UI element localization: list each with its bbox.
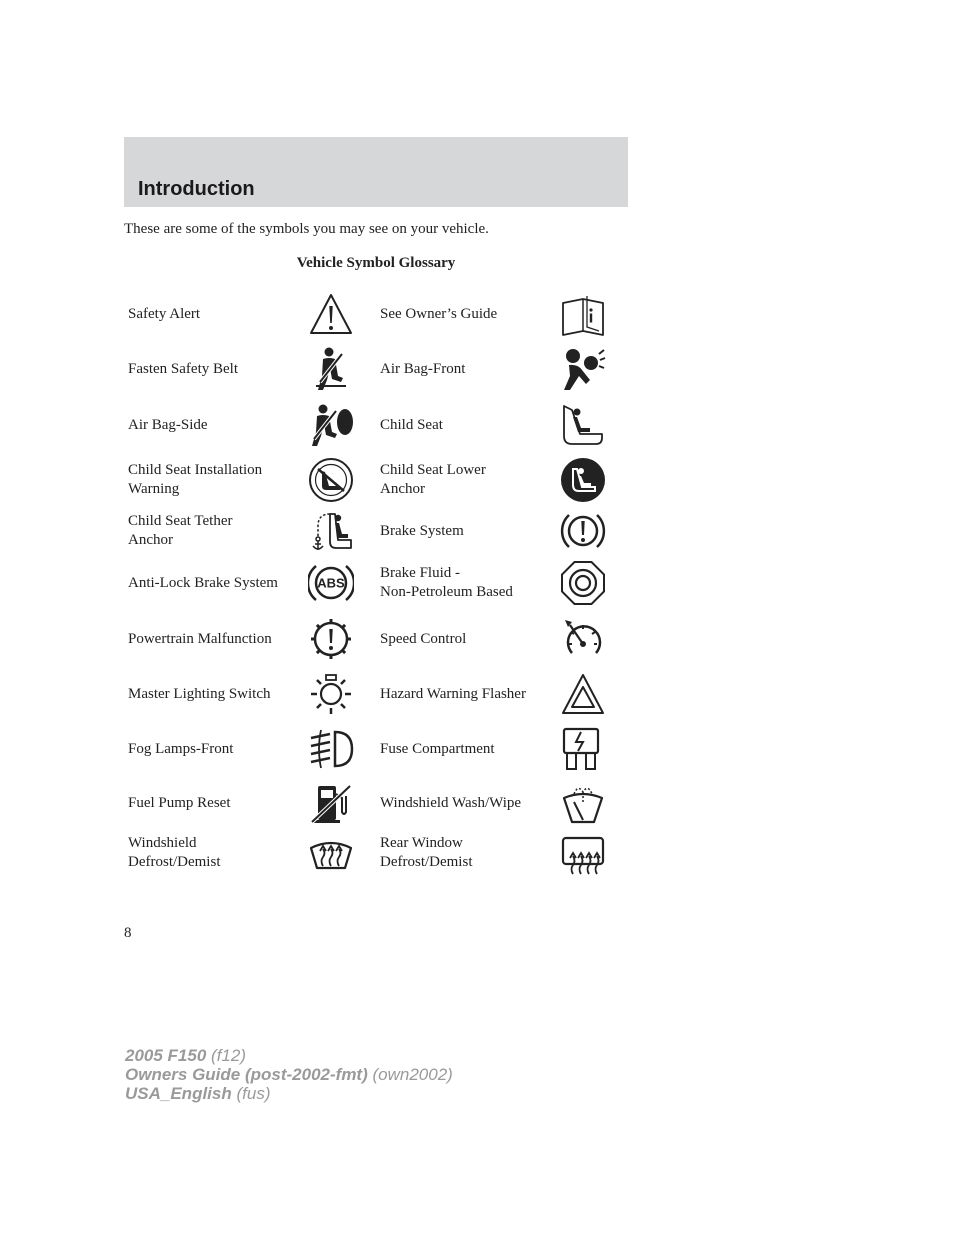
brake-system-icon xyxy=(560,508,606,554)
fuse-compartment-icon xyxy=(560,726,606,772)
symbol-label: Child Seat Lower Anchor xyxy=(380,462,486,497)
symbol-label: Air Bag-Side xyxy=(128,416,208,433)
brake-fluid-icon xyxy=(560,560,606,606)
footer-language: USA_English xyxy=(125,1084,232,1103)
symbol-label: Brake System xyxy=(380,522,464,539)
symbol-label: Windshield Defrost/Demist xyxy=(128,835,221,870)
section-header xyxy=(124,137,628,207)
air-bag-side-icon xyxy=(308,402,354,448)
child-seat-installation-warning-icon xyxy=(308,457,354,503)
symbol-label: Fasten Safety Belt xyxy=(128,360,238,377)
page-number: 8 xyxy=(124,925,132,941)
footer-guide-code: (own2002) xyxy=(372,1065,453,1084)
windshield-defrost-icon xyxy=(308,830,354,876)
glossary-title: Vehicle Symbol Glossary xyxy=(296,255,456,271)
owners-guide-icon xyxy=(560,291,606,337)
section-title: Introduction xyxy=(138,178,255,200)
document-footer xyxy=(125,1046,453,1103)
child-seat-lower-anchor-icon xyxy=(560,457,606,503)
glossary-row xyxy=(128,455,628,505)
footer-line xyxy=(125,1065,453,1084)
footer-line xyxy=(125,1046,453,1065)
glossary-row xyxy=(128,344,628,394)
intro-text: These are some of the symbols you may see on your vehicle. xyxy=(124,221,489,237)
glossary-row xyxy=(128,506,628,556)
footer-line xyxy=(125,1084,453,1103)
symbol-label: Speed Control xyxy=(380,630,467,647)
symbol-label: Powertrain Malfunction xyxy=(128,630,272,647)
safety-alert-icon xyxy=(308,291,354,337)
fog-lamps-icon xyxy=(308,726,354,772)
master-lighting-switch-icon xyxy=(308,671,354,717)
abs-icon-text: ABS xyxy=(317,575,345,591)
footer-model-code: (f12) xyxy=(211,1046,246,1065)
glossary-row xyxy=(128,724,628,774)
glossary-row xyxy=(128,614,628,664)
child-seat-tether-anchor-icon xyxy=(308,508,354,554)
symbol-label: See Owner’s Guide xyxy=(380,305,498,322)
fuel-pump-reset-icon xyxy=(308,780,354,826)
symbol-label: Fog Lamps-Front xyxy=(128,740,234,757)
safety-belt-icon xyxy=(308,346,354,392)
symbol-label: Hazard Warning Flasher xyxy=(380,685,526,702)
symbol-label: Rear Window Defrost/Demist xyxy=(380,835,473,870)
speed-control-icon xyxy=(560,616,606,662)
glossary-row xyxy=(128,400,628,450)
symbol-label: Child Seat Tether Anchor xyxy=(128,513,233,548)
symbol-label: Master Lighting Switch xyxy=(128,685,271,702)
symbol-label: Air Bag-Front xyxy=(380,360,466,377)
symbol-label: Anti-Lock Brake System xyxy=(128,574,278,591)
rear-window-defrost-icon xyxy=(560,830,606,876)
child-seat-icon xyxy=(560,402,606,448)
glossary-row xyxy=(128,828,628,878)
hazard-warning-icon xyxy=(560,671,606,717)
glossary-row xyxy=(128,778,628,828)
abs-icon xyxy=(308,560,354,606)
footer-language-code: (fus) xyxy=(236,1084,271,1103)
footer-guide: Owners Guide (post-2002-fmt) xyxy=(125,1065,368,1084)
symbol-label: Fuel Pump Reset xyxy=(128,794,231,811)
symbol-label: Brake Fluid - Non-Petroleum Based xyxy=(380,565,513,600)
symbol-label: Fuse Compartment xyxy=(380,740,495,757)
glossary-row xyxy=(128,289,628,339)
glossary-row xyxy=(128,558,628,608)
symbol-label: Child Seat xyxy=(380,416,443,433)
windshield-wash-wipe-icon xyxy=(560,780,606,826)
symbol-label: Windshield Wash/Wipe xyxy=(380,794,522,811)
symbol-label: Safety Alert xyxy=(128,305,201,322)
symbol-label: Child Seat Installation Warning xyxy=(128,462,263,497)
powertrain-malfunction-icon xyxy=(308,616,354,662)
air-bag-front-icon xyxy=(560,346,606,392)
footer-model: 2005 F150 xyxy=(125,1046,207,1065)
glossary-row xyxy=(128,669,628,719)
